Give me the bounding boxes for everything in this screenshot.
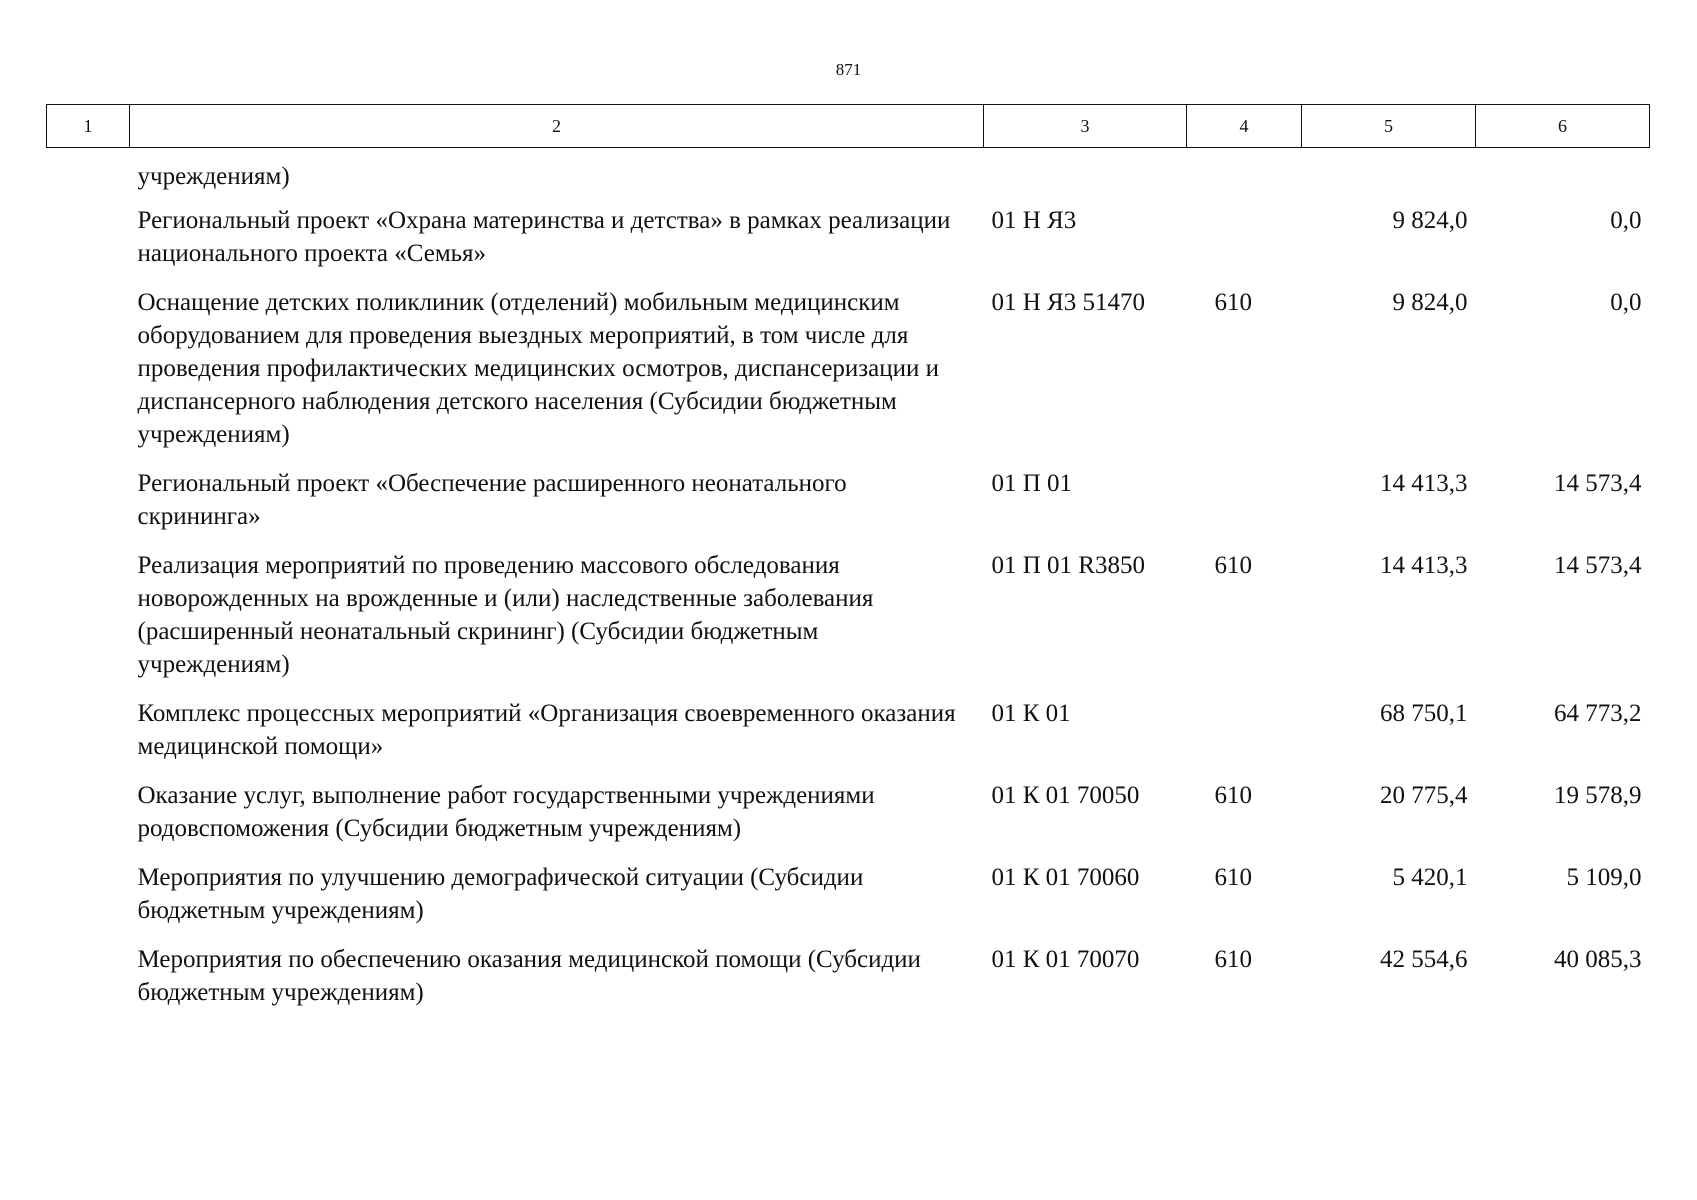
item-name: Региональный проект «Охрана материнства и детства» в рамках реализации национального проекта «Семья» xyxy=(137,207,951,267)
table-row xyxy=(47,549,1650,697)
column-header-5: 5 xyxy=(1302,105,1476,148)
item-name: Комплекс процессных мероприятий «Организация своевременного оказания медицинской помощи» xyxy=(137,700,956,760)
expense-type: 610 xyxy=(1214,552,1252,579)
header-row xyxy=(47,105,1650,148)
target-code: 01 П 01 R3850 xyxy=(991,552,1145,579)
target-code: 01 К 01 xyxy=(991,700,1071,727)
amount-col-6: 40 085,3 xyxy=(1554,946,1642,973)
table-row xyxy=(47,697,1650,779)
empty-cell xyxy=(47,148,130,205)
item-name: Реализация мероприятий по проведению массового обследования новорожденных на врожденные и (или) наследственные заболевания (расширенный неонатальный скрининг) (Субсидии бюджетным учреждениям) xyxy=(137,552,874,678)
amount-col-6: 0,0 xyxy=(1610,207,1642,234)
amount-col-5: 68 750,1 xyxy=(1380,700,1468,727)
expense-type xyxy=(1187,697,1302,779)
column-header-4: 4 xyxy=(1187,105,1302,148)
item-name: Мероприятия по улучшению демографической ситуации (Субсидии бюджетным учреждениям) xyxy=(137,864,864,924)
amount-col-6: 19 578,9 xyxy=(1554,782,1642,809)
target-code: 01 К 01 70050 xyxy=(991,782,1140,809)
table-row xyxy=(47,779,1650,861)
expense-type: 610 xyxy=(1214,782,1252,809)
amount-col-6: 64 773,2 xyxy=(1554,700,1642,727)
expense-type xyxy=(1187,148,1302,205)
empty-cell xyxy=(47,549,130,697)
amount-col-5: 42 554,6 xyxy=(1380,946,1468,973)
amount-col-6: 5 109,0 xyxy=(1566,864,1642,891)
item-name: Мероприятия по обеспечению оказания медицинской помощи (Субсидии бюджетным учреждениям) xyxy=(137,946,921,1006)
amount-col-5: 9 824,0 xyxy=(1392,289,1468,316)
table-row xyxy=(47,286,1650,467)
column-header-3: 3 xyxy=(984,105,1187,148)
empty-cell xyxy=(47,861,130,943)
expense-type xyxy=(1187,204,1302,286)
target-code: 01 К 01 70070 xyxy=(991,946,1140,973)
amount-col-5: 20 775,4 xyxy=(1380,782,1468,809)
empty-cell xyxy=(47,943,130,1025)
item-name: Региональный проект «Обеспечение расширенного неонатального скрининга» xyxy=(137,470,847,530)
amount-col-5 xyxy=(1302,148,1476,205)
item-name: учреждениям) xyxy=(137,163,290,190)
amount-col-6: 14 573,4 xyxy=(1554,552,1642,579)
table-row xyxy=(47,943,1650,1025)
empty-cell xyxy=(47,286,130,467)
expense-type xyxy=(1187,467,1302,549)
empty-cell xyxy=(47,204,130,286)
empty-cell xyxy=(47,779,130,861)
empty-cell xyxy=(47,467,130,549)
amount-col-5: 5 420,1 xyxy=(1392,864,1468,891)
target-code: 01 Н Я3 xyxy=(991,207,1077,234)
amount-col-6: 14 573,4 xyxy=(1554,470,1642,497)
amount-col-5: 14 413,3 xyxy=(1380,552,1468,579)
target-code: 01 К 01 70060 xyxy=(991,864,1140,891)
target-code: 01 П 01 xyxy=(991,470,1073,497)
target-code: 01 Н Я3 51470 xyxy=(991,289,1145,316)
item-name: Оказание услуг, выполнение работ государственными учреждениями родовспоможения (Субсидии бюджетным учреждениям) xyxy=(137,782,875,842)
amount-col-6: 0,0 xyxy=(1610,289,1642,316)
amount-col-6 xyxy=(1476,148,1650,205)
table-row xyxy=(47,467,1650,549)
expense-type: 610 xyxy=(1214,864,1252,891)
column-header-6: 6 xyxy=(1476,105,1650,148)
item-name: Оснащение детских поликлиник (отделений) мобильным медицинским оборудованием для проведения выездных мероприятий, в том числе для проведения профилактических медицинских осмотров, диспансеризации и диспансерного наблюдения детского населения (Субсидии бюджетным учреждениям) xyxy=(137,289,940,448)
page-number: 871 xyxy=(835,60,862,79)
budget-table xyxy=(46,104,1650,1025)
expense-type: 610 xyxy=(1214,289,1252,316)
column-header-2: 2 xyxy=(130,105,984,148)
amount-col-5: 9 824,0 xyxy=(1392,207,1468,234)
expense-type: 610 xyxy=(1214,946,1252,973)
table-header xyxy=(47,105,1650,148)
table-row xyxy=(47,204,1650,286)
empty-cell xyxy=(47,697,130,779)
target-code xyxy=(984,148,1187,205)
table-body xyxy=(47,148,1650,1026)
amount-col-5: 14 413,3 xyxy=(1380,470,1468,497)
table-row xyxy=(47,148,1650,205)
table-row xyxy=(47,861,1650,943)
column-header-1: 1 xyxy=(47,105,130,148)
